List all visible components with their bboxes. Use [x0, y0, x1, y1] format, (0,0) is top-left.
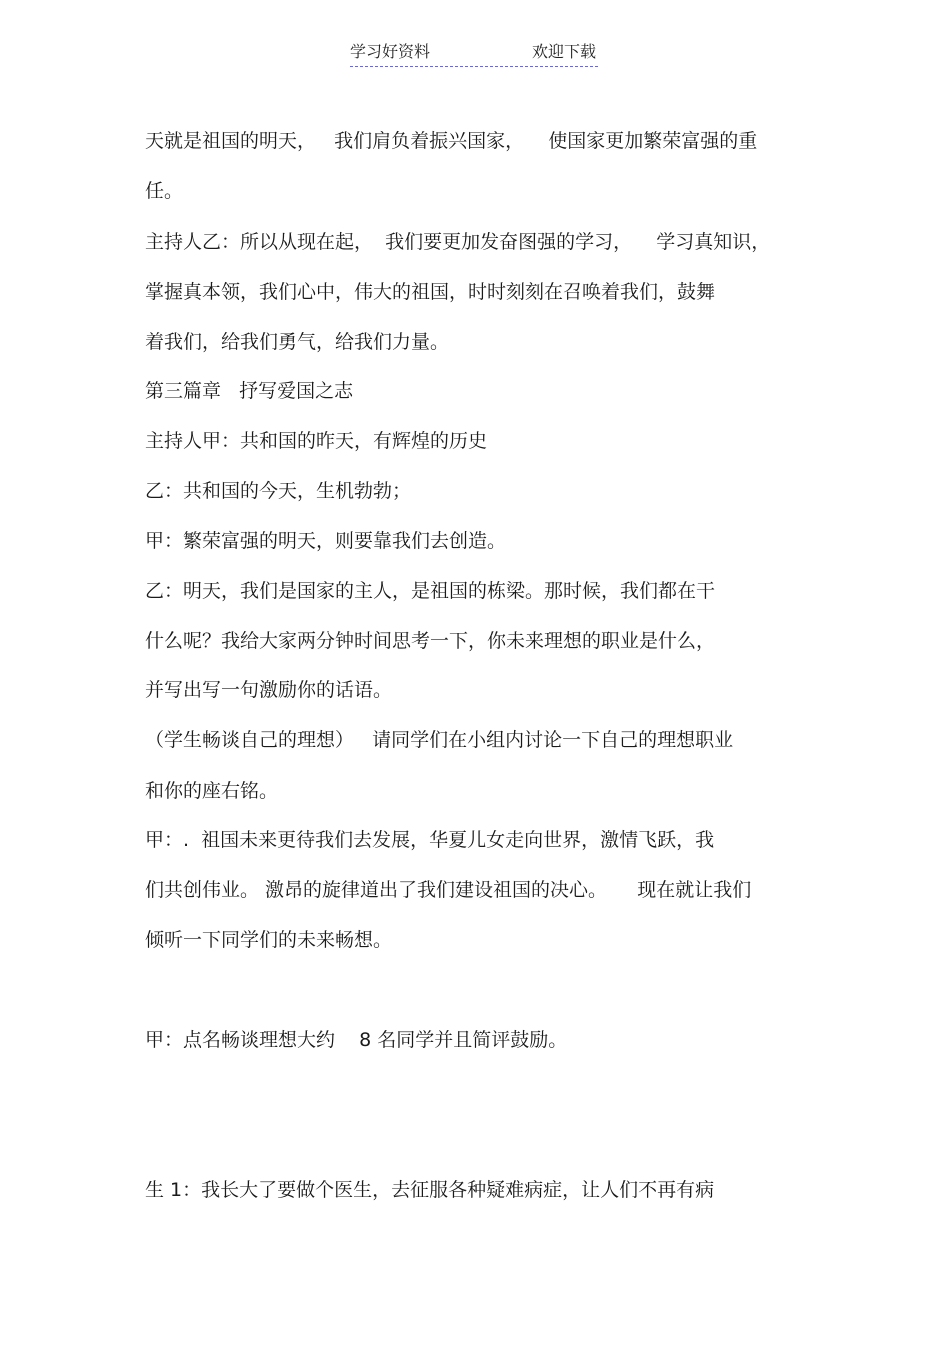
text-line: 着我们，给我们勇气，给我们力量。 [145, 331, 450, 353]
text-line: 主持人乙：所以从现在起， 我们要更加发奋图强的学习， 学习真知识， [145, 231, 771, 253]
header-left-text: 学习好资料 [350, 42, 431, 61]
text-line: （学生畅谈自己的理想） 请同学们在小组内讨论一下自己的理想职业 [145, 729, 734, 751]
text-line: 什么呢？我给大家两分钟时间思考一下，你未来理想的职业是什么， [145, 630, 716, 652]
text-line: 并写出写一句激励你的话语。 [145, 679, 393, 701]
text-line: 们共创伟业。 激昂的旋律道出了我们建设祖国的决心。 现在就让我们 [145, 879, 752, 901]
section-heading: 第三篇章 抒写爱国之志 [145, 380, 354, 402]
text-line: 天就是祖国的明天， 我们肩负着振兴国家， 使国家更加繁荣富强的重 [145, 130, 758, 152]
text-line: 甲：. 祖国未来更待我们去发展，华夏儿女走向世界，激情飞跃，我 [145, 829, 715, 851]
page-header [350, 40, 598, 67]
header-right-text: 欢迎下载 [531, 42, 596, 61]
text-line: 甲：点名畅谈理想大约 8 名同学并且简评鼓励。 [145, 1029, 568, 1051]
text-line: 乙：明天，我们是国家的主人，是祖国的栋梁。那时候，我们都在干 [145, 580, 716, 602]
text-line: 掌握真本领，我们心中，伟大的祖国，时时刻刻在召唤着我们，鼓舞 [145, 281, 716, 303]
text-line: 生 1：我长大了要做个医生，去征服各种疑难病症，让人们不再有病 [145, 1179, 715, 1201]
text-line: 倾听一下同学们的未来畅想。 [145, 929, 393, 951]
text-line: 甲：繁荣富强的明天，则要靠我们去创造。 [145, 530, 507, 552]
text-line: 任。 [145, 180, 184, 202]
text-line: 主持人甲：共和国的昨天，有辉煌的历史 [145, 430, 488, 452]
text-line: 和你的座右铭。 [145, 780, 279, 802]
text-line: 乙：共和国的今天，生机勃勃； [145, 480, 412, 502]
